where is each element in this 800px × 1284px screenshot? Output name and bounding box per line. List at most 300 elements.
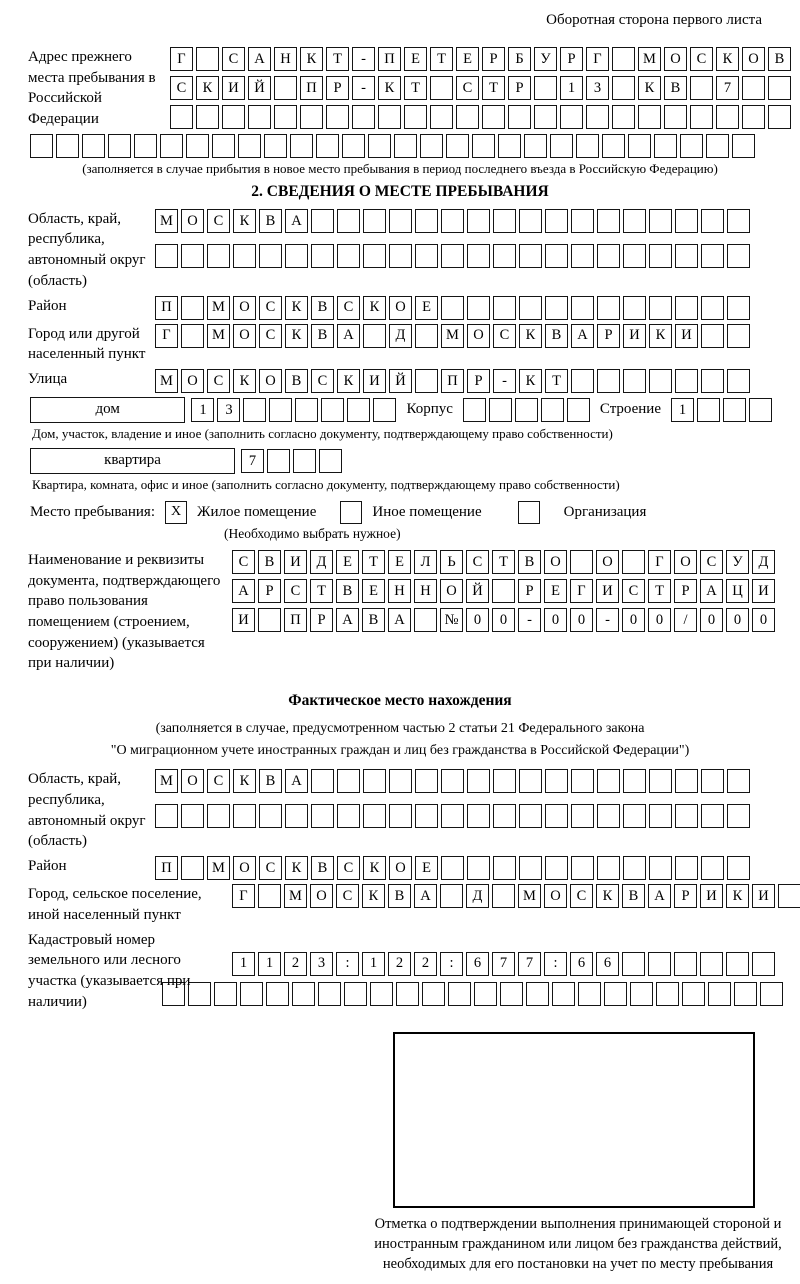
char-cell [347,398,370,422]
char-cell [519,804,542,828]
char-cell [674,952,697,976]
char-cell: 2 [284,952,307,976]
char-cell [300,105,323,129]
char-cell: К [233,769,256,793]
char-cell: Р [467,369,490,393]
char-cell [493,856,516,880]
street-label: Улица [28,370,68,387]
char-cell [415,769,438,793]
korpus-label: Корпус [406,401,453,418]
char-cell [680,134,703,158]
char-cell [363,209,386,233]
char-cell [649,769,672,793]
char-cell: К [716,47,739,71]
char-cell [290,134,313,158]
char-cell [571,769,594,793]
char-cell: 3 [586,76,609,100]
char-cell: Е [415,856,438,880]
char-cell [370,982,393,1006]
char-cell [448,982,471,1006]
char-cell [414,608,437,632]
char-cell [243,398,266,422]
doc-row-3 [232,608,775,632]
fact-region-label: Область, край, республика, автономный округ (область) [28,771,146,850]
char-cell: К [596,884,619,908]
char-cell: Г [232,884,255,908]
char-cell: 0 [570,608,593,632]
char-cell [700,952,723,976]
char-cell [389,244,412,268]
char-cell: 3 [310,952,333,976]
char-cell: В [311,856,334,880]
char-cell [337,769,360,793]
char-cell: Ь [440,550,463,574]
char-cell [472,134,495,158]
city-row [155,324,750,348]
char-cell: 1 [191,398,214,422]
char-cell [727,209,750,233]
char-cell [363,804,386,828]
char-cell: В [362,608,385,632]
char-cell [493,804,516,828]
char-cell [311,209,334,233]
fact-district-field [28,856,772,880]
char-cell: Е [544,579,567,603]
fact-district-label: Район [28,858,67,875]
char-cell [493,769,516,793]
char-cell: : [336,952,359,976]
char-cell: В [259,209,282,233]
char-cell: В [388,884,411,908]
char-cell [515,398,538,422]
char-cell: У [726,550,749,574]
char-cell: 0 [726,608,749,632]
char-cell [612,47,635,71]
char-cell [726,952,749,976]
char-cell: К [638,76,661,100]
char-cell: И [284,550,307,574]
char-cell: Р [674,884,697,908]
char-cell: О [389,856,412,880]
char-cell [567,398,590,422]
char-cell [181,856,204,880]
char-cell [749,398,772,422]
char-cell: К [233,369,256,393]
char-cell [492,884,515,908]
char-cell [649,244,672,268]
apartment-caption: Квартира, комната, офис и иное (заполнить согласно документу, подтверждающему право собственности) [32,476,620,492]
char-cell [222,105,245,129]
char-cell: О [544,884,567,908]
char-cell [534,76,557,100]
char-cell: О [259,369,282,393]
char-cell [727,856,750,880]
char-cell [337,244,360,268]
doc-row-2 [232,579,775,603]
char-cell [571,244,594,268]
char-cell: В [285,369,308,393]
char-cell [576,134,599,158]
char-cell: Р [508,76,531,100]
char-cell [697,398,720,422]
char-cell [441,296,464,320]
char-cell: И [222,76,245,100]
char-cell: Д [752,550,775,574]
char-cell: Д [389,324,412,348]
doc-row-1 [232,550,775,574]
char-cell: О [544,550,567,574]
char-cell [415,369,438,393]
prev-address-row-1 [170,47,791,71]
char-cell [267,449,290,473]
char-cell: М [155,369,178,393]
char-cell [519,244,542,268]
char-cell [638,105,661,129]
char-cell: К [285,856,308,880]
char-cell [701,324,724,348]
street-field [28,369,772,393]
char-cell [508,105,531,129]
char-cell [467,856,490,880]
char-cell [727,296,750,320]
char-cell: С [259,296,282,320]
char-cell [266,982,289,1006]
char-cell: С [207,369,230,393]
char-cell [701,804,724,828]
char-cell: В [768,47,791,71]
district-row [155,296,750,320]
char-cell [389,769,412,793]
char-cell [344,982,367,1006]
char-cell [690,76,713,100]
section2-title: 2. СВЕДЕНИЯ О МЕСТЕ ПРЕБЫВАНИЯ [251,182,549,200]
char-cell [240,982,263,1006]
char-cell: М [155,209,178,233]
char-cell [727,324,750,348]
checkbox-other-premises [340,501,362,524]
char-cell [578,982,601,1006]
char-cell [545,856,568,880]
char-cell [212,134,235,158]
char-cell [690,105,713,129]
char-cell [440,884,463,908]
char-cell [519,296,542,320]
char-cell [571,296,594,320]
char-cell: С [456,76,479,100]
char-cell [441,209,464,233]
fact-region-row-1 [155,769,750,793]
char-cell: Г [570,579,593,603]
house-type-box: дом [30,397,185,423]
option-residential-label: Жилое помещение [197,503,317,520]
char-cell: Л [414,550,437,574]
char-cell: М [207,296,230,320]
city-label: Город или другой населенный пункт [28,325,146,363]
street-row [155,369,750,393]
char-cell [474,982,497,1006]
char-cell [248,105,271,129]
char-cell [623,296,646,320]
fact-city-label: Город, сельское поселение, иной населенный пункт [28,886,202,923]
char-cell [675,804,698,828]
char-cell: 7 [241,449,264,473]
char-cell [363,769,386,793]
char-cell [258,608,281,632]
char-cell [727,244,750,268]
char-cell: О [664,47,687,71]
char-cell [664,105,687,129]
char-cell: А [285,769,308,793]
char-cell: И [623,324,646,348]
char-cell [337,804,360,828]
char-cell: Е [362,579,385,603]
char-cell: 6 [596,952,619,976]
char-cell: В [259,769,282,793]
char-cell: Г [155,324,178,348]
char-cell [207,804,230,828]
char-cell [258,884,281,908]
char-cell: - [518,608,541,632]
char-cell: Т [492,550,515,574]
char-cell [415,804,438,828]
char-cell: Р [518,579,541,603]
char-cell: М [441,324,464,348]
char-cell: - [596,608,619,632]
char-cell [597,769,620,793]
char-cell: Т [430,47,453,71]
char-cell: Т [362,550,385,574]
char-cell [552,982,575,1006]
char-cell: Т [545,369,568,393]
char-cell [571,369,594,393]
char-cell: 7 [492,952,515,976]
char-cell: : [440,952,463,976]
char-cell: Г [170,47,193,71]
char-cell [160,134,183,158]
char-cell [415,244,438,268]
region-field [28,209,772,292]
fact-city-row [232,884,800,908]
char-cell: П [155,856,178,880]
char-cell [108,134,131,158]
char-cell: № [440,608,463,632]
char-cell: К [363,296,386,320]
char-cell: К [519,369,542,393]
char-cell: О [467,324,490,348]
city-field [28,324,772,365]
char-cell [628,134,651,158]
char-cell [500,982,523,1006]
char-cell [233,244,256,268]
char-cell: С [259,324,282,348]
char-cell: К [362,884,385,908]
char-cell: О [233,856,256,880]
char-cell [752,952,775,976]
char-cell [404,105,427,129]
actual-caption-line-2: "О миграционном учете иностранных граждан и лиц без гражданства в Российской Федерации") [110,742,690,758]
char-cell: 1 [232,952,255,976]
char-cell [274,76,297,100]
char-cell [734,982,757,1006]
char-cell [238,134,261,158]
char-cell: К [285,324,308,348]
char-cell [630,982,653,1006]
char-cell: С [337,296,360,320]
char-cell [430,76,453,100]
char-cell: 0 [466,608,489,632]
char-cell [396,982,419,1006]
doc-label: Наименование и реквизиты документа, подтверждающего право пользования помещением (строением, сооружением) (указывается при наличии) [28,551,221,672]
char-cell [363,244,386,268]
char-cell [389,209,412,233]
char-cell [292,982,315,1006]
char-cell: С [232,550,255,574]
char-cell [612,105,635,129]
option-other-premises-label: Иное помещение [372,503,482,520]
char-cell [545,244,568,268]
char-cell [723,398,746,422]
char-cell [441,856,464,880]
char-cell [259,244,282,268]
char-cell [675,244,698,268]
char-cell: Р [310,608,333,632]
prev-address-row-4 [30,134,772,158]
char-cell [675,769,698,793]
char-cell [541,398,564,422]
char-cell [597,804,620,828]
apartment-type-box: квартира [30,448,235,474]
char-cell [373,398,396,422]
char-cell [708,982,731,1006]
stay-type-row [30,501,772,524]
char-cell [550,134,573,158]
char-cell: В [311,324,334,348]
char-cell: Т [482,76,505,100]
prev-address-row-3 [170,105,791,129]
prev-address-row-2 [170,76,791,100]
char-cell: Н [388,579,411,603]
char-cell: С [570,884,593,908]
char-cell [498,134,521,158]
char-cell: К [285,296,308,320]
char-cell [285,244,308,268]
char-cell: А [388,608,411,632]
char-cell [732,134,755,158]
char-cell [649,369,672,393]
char-cell [467,769,490,793]
char-cell [82,134,105,158]
char-cell: 7 [518,952,541,976]
char-cell: С [222,47,245,71]
char-cell: : [544,952,567,976]
char-cell [430,105,453,129]
char-cell [570,550,593,574]
apartment-cells [241,449,342,473]
actual-caption-line-1: (заполняется в случае, предусмотренном частью 2 статьи 21 Федерального закона [155,721,645,736]
char-cell: 1 [258,952,281,976]
char-cell: В [311,296,334,320]
char-cell: Б [508,47,531,71]
char-cell [155,804,178,828]
char-cell: Е [336,550,359,574]
char-cell: 3 [217,398,240,422]
char-cell: Р [482,47,505,71]
char-cell [742,76,765,100]
char-cell [293,449,316,473]
char-cell: П [441,369,464,393]
char-cell: Г [648,550,671,574]
char-cell: С [466,550,489,574]
char-cell: С [311,369,334,393]
char-cell: Ц [726,579,749,603]
char-cell: 0 [544,608,567,632]
char-cell [742,105,765,129]
char-cell: С [336,884,359,908]
char-cell [545,804,568,828]
char-cell: М [207,324,230,348]
char-cell: С [284,579,307,603]
char-cell: О [181,769,204,793]
char-cell: О [596,550,619,574]
char-cell: С [493,324,516,348]
char-cell: Е [404,47,427,71]
char-cell [269,398,292,422]
char-cell [420,134,443,158]
char-cell [274,105,297,129]
char-cell [682,982,705,1006]
char-cell: Г [586,47,609,71]
char-cell [493,244,516,268]
cadastre-field [28,930,772,1026]
region-label: Область, край, республика, автономный округ (область) [28,210,146,289]
char-cell [701,369,724,393]
char-cell: 6 [570,952,593,976]
char-cell [352,105,375,129]
char-cell: К [378,76,401,100]
char-cell [196,105,219,129]
char-cell: О [181,369,204,393]
char-cell [493,296,516,320]
char-cell: А [232,579,255,603]
char-cell: - [352,47,375,71]
char-cell [534,105,557,129]
char-cell: М [638,47,661,71]
char-cell [623,244,646,268]
char-cell [155,244,178,268]
char-cell [545,769,568,793]
char-cell [259,804,282,828]
char-cell: А [648,884,671,908]
char-cell [337,209,360,233]
district-field [28,296,772,320]
char-cell [597,296,620,320]
char-cell [675,369,698,393]
char-cell: Й [248,76,271,100]
page-header-note: Оборотная сторона первого листа [546,12,762,28]
char-cell: Е [388,550,411,574]
char-cell [649,209,672,233]
char-cell [519,769,542,793]
confirmation-caption: Отметка о подтверждении выполнения принимающей стороной и иностранным гражданином или лицом без гражданства действий, необходимых для его постановки на учет по месту пребывания [374,1215,782,1273]
district-label: Район [28,297,67,314]
region-row-2 [155,244,750,268]
char-cell: П [284,608,307,632]
char-cell [181,244,204,268]
char-cell: К [519,324,542,348]
char-cell [482,105,505,129]
char-cell: Т [648,579,671,603]
char-cell [706,134,729,158]
